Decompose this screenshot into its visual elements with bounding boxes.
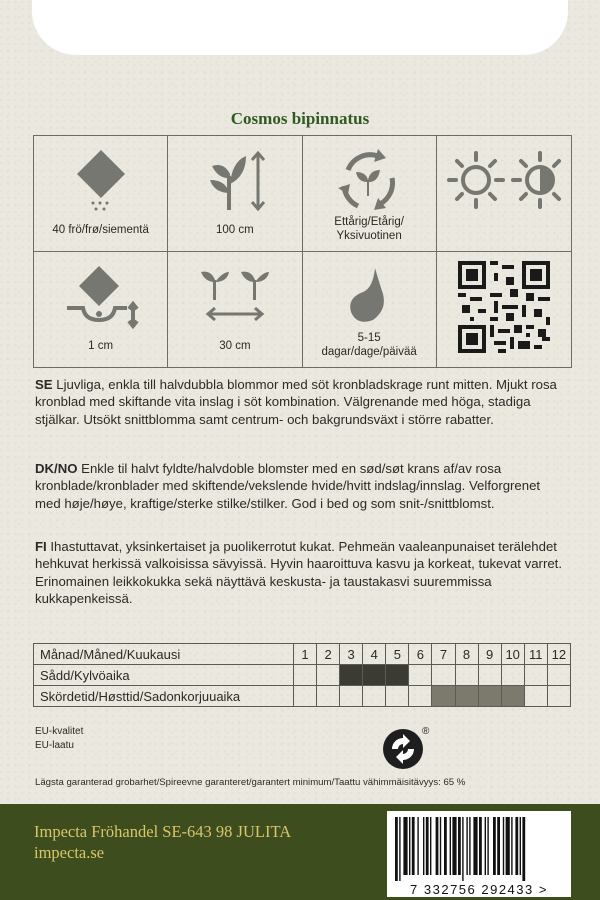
cell-height: [168, 136, 302, 252]
sow-month-5: [386, 665, 409, 686]
height-plant-icon: [200, 148, 270, 213]
harvest-month-7: [432, 686, 455, 707]
lifecycle-label-1: Ettårig/Etårig/: [334, 216, 404, 228]
barcode-bar: [493, 817, 496, 875]
barcode-bar: [458, 817, 461, 875]
barcode-bar: [436, 817, 439, 875]
harvest-month-9: [478, 686, 501, 707]
description-dk-no-body: Enkle til halvt fyldte/halvdoble blomster med en sød/søt krans af/av rosa kronblade/kronblader med skiftende/vekslende hvide/hvitt indslag/innslag. Velforgrenet med høje/høye, kraftige/sterke stilke/stilker. God i bed og som snit-/snittblomst.: [35, 461, 541, 511]
month-5: 5: [386, 644, 409, 665]
packet-top-cutout: [32, 0, 568, 55]
month-3: 3: [340, 644, 363, 665]
cell-germination: [303, 252, 437, 368]
barcode-bar: [515, 817, 518, 875]
lifecycle-label-2: Yksivuotinen: [336, 230, 402, 242]
barcode-bar: [450, 817, 451, 875]
lang-code-se: SE: [35, 377, 53, 392]
month-row-label: Månad/Måned/Kuukausi: [34, 644, 294, 665]
quality-label-se: EU-kvalitet: [35, 726, 84, 737]
month-8: 8: [455, 644, 478, 665]
cell-sun: [437, 136, 571, 252]
harvest-month-10: [501, 686, 524, 707]
barcode-bar: [399, 817, 400, 881]
germination-days: 5-15: [357, 331, 381, 344]
barcode-bar: [423, 817, 424, 875]
barcode-bar: [426, 817, 429, 875]
barcode-bar: [497, 817, 500, 875]
month-11: 11: [524, 644, 547, 665]
harvest-month-12: [547, 686, 570, 707]
harvest-month-2: [317, 686, 340, 707]
harvest-month-6: [409, 686, 432, 707]
sow-month-9: [478, 665, 501, 686]
harvest-month-4: [363, 686, 386, 707]
barcode-bar: [487, 817, 488, 875]
description-fi-body: Ihastuttavat, yksinkertaiset ja puolikerrotut kukat. Pehmeän vaaleanpunaiset terälehdet hehkuvat herkissä valkoisissa sävyissä. Hyvin haaroittuva kasvu ja korkeat, tukevat varret. Erinomainen leikkokukka sekä näyttävä keskusta- ja taustakasvi suuremmissa kukkapenkeissä.: [35, 539, 562, 607]
barcode-digits: 7 332756 292433 >: [410, 882, 548, 897]
calendar-harvest-row: [34, 686, 571, 707]
germination-unit: dagar/dage/päivää: [321, 345, 417, 358]
qr-code-icon[interactable]: [458, 261, 550, 353]
ean-barcode: [387, 811, 571, 897]
sow-month-10: [501, 665, 524, 686]
sow-month-4: [363, 665, 386, 686]
barcode-bar: [462, 817, 463, 881]
harvest-row-label: Skördetid/Høsttid/Sadonkorjuuaika: [34, 686, 294, 707]
description-se-body: Ljuvliga, enkla till halvdubbla blommor med söt kronbladskrage runt mitten. Mjukt rosa kronblad med skiftande vita inslag i söt kombination. Välgrenande med höga, stadiga stjälkar. Utsökt snittblomma samt centrum- och bakgrundsväxt i större rabatter.: [35, 377, 557, 427]
sow-month-1: [293, 665, 316, 686]
growing-info-grid: [33, 135, 572, 368]
month-7: 7: [432, 644, 455, 665]
sow-month-8: [455, 665, 478, 686]
barcode-bar: [417, 817, 418, 875]
barcode-bar: [412, 817, 415, 875]
barcode-bar: [452, 817, 456, 875]
sow-month-2: [317, 665, 340, 686]
sun-partial-shade-icon: [444, 148, 564, 213]
calendar-month-row: [34, 644, 571, 665]
barcode-bar: [473, 817, 477, 875]
seed-count-label: 40 frö/frø/siementä: [52, 224, 149, 236]
germination-seed-icon: [339, 264, 399, 329]
quality-label-fi: EU-laatu: [35, 740, 74, 751]
plant-spacing-icon: [195, 264, 275, 329]
barcode-bar: [485, 817, 486, 875]
barcode-bar: [444, 817, 447, 875]
description-dk-no: [35, 460, 568, 512]
seed-packet-icon: [71, 148, 131, 213]
cell-spacing: [168, 252, 302, 368]
barcode-bar: [506, 817, 510, 875]
month-4: 4: [363, 644, 386, 665]
registered-mark: ®: [422, 726, 430, 737]
month-2: 2: [317, 644, 340, 665]
spacing-label: 30 cm: [219, 339, 251, 352]
barcode-bar: [395, 817, 398, 881]
harvest-month-3: [340, 686, 363, 707]
barcode-bar: [466, 817, 467, 875]
harvest-month-1: [293, 686, 316, 707]
sow-month-12: [547, 665, 570, 686]
sowing-calendar: [33, 643, 571, 707]
cell-seed-count: [34, 136, 168, 252]
month-1: 1: [293, 644, 316, 665]
cell-depth: [34, 252, 168, 368]
month-9: 9: [478, 644, 501, 665]
sowing-depth-icon: [61, 264, 141, 329]
cell-lifecycle: [303, 136, 437, 252]
annual-cycle-icon: [334, 148, 404, 213]
company-website[interactable]: impecta.se: [34, 843, 105, 862]
month-10: 10: [501, 644, 524, 665]
barcode-bar: [522, 817, 525, 881]
barcode-bar: [479, 817, 482, 875]
cell-qr: [437, 252, 571, 368]
harvest-month-5: [386, 686, 409, 707]
sow-month-6: [409, 665, 432, 686]
barcode-bar: [503, 817, 504, 875]
barcode-bar: [469, 817, 470, 875]
sow-month-11: [524, 665, 547, 686]
barcode-bar: [403, 817, 407, 875]
description-se: [35, 376, 568, 428]
sow-month-3: [340, 665, 363, 686]
lang-code-dk-no: DK/NO: [35, 461, 78, 476]
barcode-bar: [409, 817, 410, 875]
harvest-month-8: [455, 686, 478, 707]
lang-code-fi: FI: [35, 539, 47, 554]
sow-month-7: [432, 665, 455, 686]
harvest-month-11: [524, 686, 547, 707]
barcode-bar: [440, 817, 441, 875]
company-address: Impecta Fröhandel SE-643 98 JULITA: [34, 822, 292, 841]
germination-guarantee: Lägsta garanterad grobarhet/Spireevne garanteret/garantert minimum/Taattu vähimmäisitävyys: 65 %: [35, 777, 466, 788]
barcode-bar: [430, 817, 431, 875]
month-12: 12: [547, 644, 570, 665]
barcode-bars: [387, 811, 571, 881]
height-label: 100 cm: [216, 224, 254, 236]
calendar-sow-row: [34, 665, 571, 686]
barcode-bar: [520, 817, 521, 875]
barcode-bar: [511, 817, 512, 875]
sow-row-label: Sådd/Kylvöaika: [34, 665, 294, 686]
month-6: 6: [409, 644, 432, 665]
species-title: Cosmos bipinnatus: [230, 109, 370, 128]
green-dot-recycle-icon: [380, 722, 436, 774]
depth-label: 1 cm: [88, 339, 114, 352]
description-fi: [35, 538, 568, 608]
